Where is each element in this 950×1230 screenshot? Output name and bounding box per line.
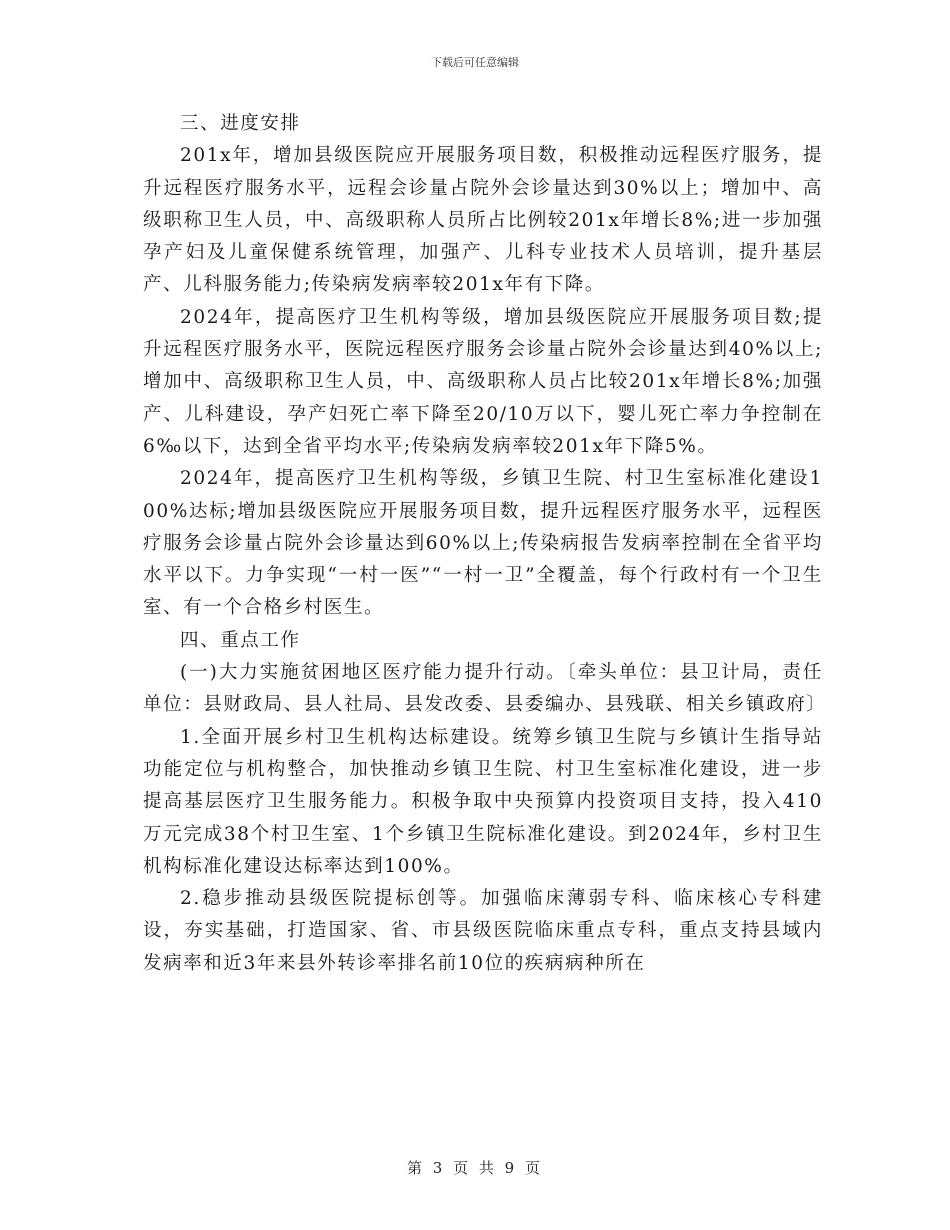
section-heading-schedule: 三、进度安排 — [180, 113, 301, 134]
paragraph-item-one: 1.全面开展乡村卫生机构达标建设。统筹乡镇卫生院与乡镇计生指导站功能定位与机构整合，加快推动乡镇卫生院、村卫生室标准化建设，进一步提高基层医疗卫生服务能力。积极争取中央预算内投资项目支持，投入410万元完成38个村卫生室、1个乡镇卫生院标准化建设。到2024年，乡村卫生机构标准化建设达标率达到100%。 — [143, 726, 823, 877]
section-heading-key-work: 四、重点工作 — [180, 629, 301, 651]
paragraph-201x-goals: 201x年，增加县级医院应开展服务项目数，积极推动远程医疗服务，提升远程医疗服务水平，远程会诊量占院外会诊量达到30%以上；增加中、高级职称卫生人员，中、高级职称人员所占比例较201x年增长8%;进一步加强孕产妇及儿童保健系统管理，加强产、儿科专业技术人员培训，提升基层产、儿科服务能力;传染病发病率较201x年有下降。 — [143, 145, 823, 296]
page-header-note: 下载后可任意编辑 — [431, 56, 519, 69]
paragraph-item-two: 2.稳步推动县级医院提标创等。加强临床薄弱专科、临床核心专科建设，夯实基础，打造国家、省、市县级医院临床重点专科，重点支持县域内发病率和近3年来县外转诊率排名前10位的疾病病种所在 — [143, 888, 823, 974]
paragraph-action-one: (一)大力实施贫困地区医疗能力提升行动。〔牵头单位：县卫计局，责任单位：县财政局、县人社局、县发改委、县委编办、县残联、相关乡镇政府〕 — [143, 662, 827, 716]
page-number-footer: 第 3 页 共 9 页 — [407, 1159, 543, 1177]
paragraph-2024-goals-a: 2024年，提高医疗卫生机构等级，增加县级医院应开展服务项目数;提升远程医疗服务水平，医院远程医疗服务会诊量占院外会诊量达到40%以上;增加中、高级职称卫生人员，中、高级职称人员占比较201x年增长8%;加强产、儿科建设，孕产妇死亡率下降至20/10万以下，婴儿死亡率力争控制在6‰以下，达到全省平均水平;传染病发病率较201x年下降5%。 — [143, 306, 823, 457]
paragraph-2024-goals-b: 2024年，提高医疗卫生机构等级，乡镇卫生院、村卫生室标准化建设100%达标;增加县级医院应开展服务项目数，提升远程医疗服务水平，远程医疗服务会诊量占院外会诊量达到60%以上;传染病报告发病率控制在全省平均水平以下。力争实现“一村一医”“一村一卫”全覆盖，每个行政村有一个卫生室、有一个合格乡村医生。 — [143, 468, 823, 619]
document-body — [143, 108, 827, 980]
